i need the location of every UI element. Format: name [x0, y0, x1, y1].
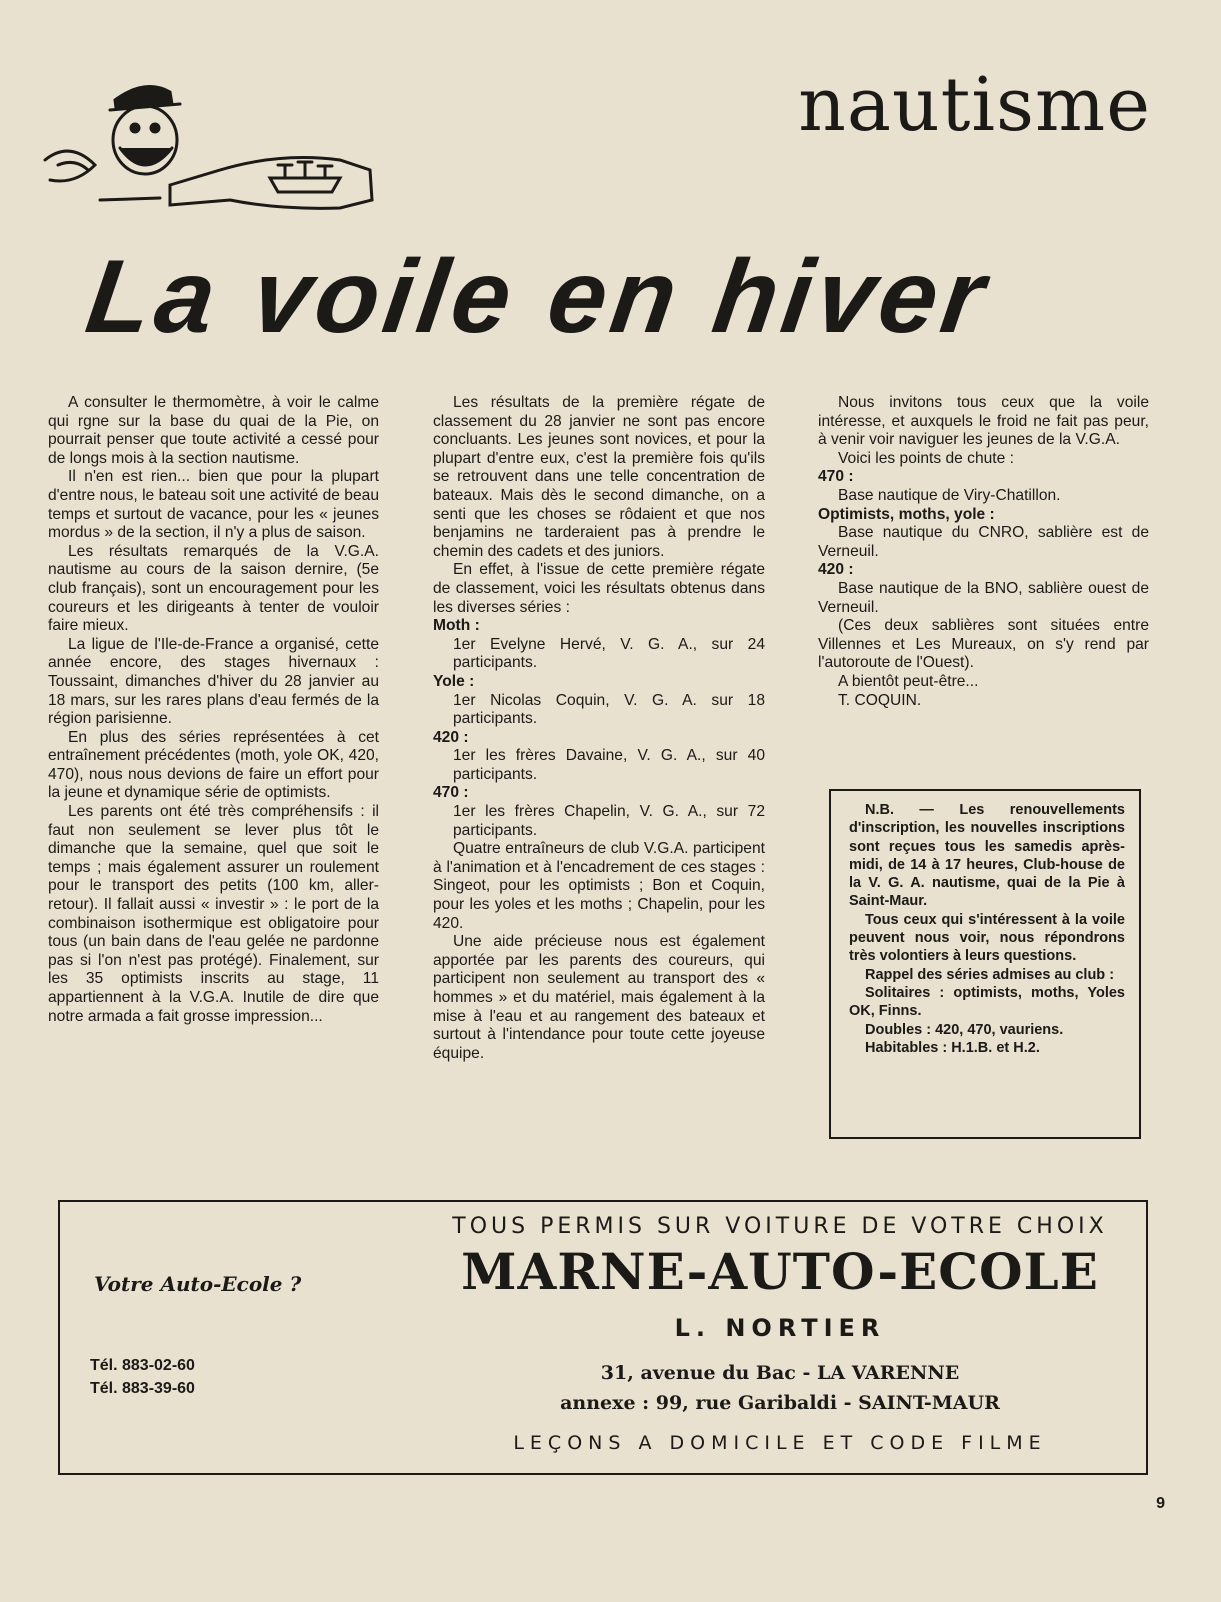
nb-info-box: [829, 789, 1141, 1139]
nb-paragraph: Doubles : 420, 470, vauriens.: [865, 1021, 1064, 1038]
paragraph: En plus des séries représentées à cet entraînement précédentes (moth, yole OK, 420, 470), nous nous devions de faire un effort pour la jeune et dynamique série de optimists.: [48, 728, 379, 802]
paragraph: La ligue de l'Ile-de-France a organisé, cette année encore, des stages hivernaux : Toussaint, dimanches d'hiver du 28 janvier au 18 mars, sur les rares plans d'eau fermés de la région parisienne.: [48, 635, 379, 728]
article-headline: La voile en hiver: [79, 239, 997, 355]
ad-annex-address: annexe : 99, rue Garibaldi - SAINT-MAUR: [560, 1392, 1000, 1414]
ad-business-name: MARNE-AUTO-ECOLE: [461, 1242, 1099, 1301]
ad-question: Votre Auto-Ecole ?: [94, 1272, 302, 1296]
paragraph: Une aide précieuse nous est également apportée par les parents des coureurs, qui participent non seulement au transport des « hommes » et du matériel, mais également à la mise à l'eau et au rangement des bateaux et surtout à l'intendance pour toute cette joyeuse équipe.: [433, 933, 765, 1062]
location-entry: Base nautique de la BNO, sablière ouest de Verneuil.: [818, 579, 1149, 616]
article-column-3: [818, 394, 1149, 710]
paragraph: Quatre entraîneurs de club V.G.A. participent à l'animation et à l'encadrement de ces stages : Singeot, pour les optimists ; Bon et Coquin, pour les yoles et les moths ; Chapelin, pour les 420.: [433, 840, 765, 932]
result-entry: 1er Evelyne Hervé, V. G. A., sur 24 participants.: [453, 635, 765, 672]
nb-paragraph: Tous ceux qui s'intéressent à la voile peuvent nous voir, nous répondrons très volontiers à leurs questions.: [849, 911, 1125, 965]
auto-ecole-advertisement: [58, 1200, 1148, 1475]
result-entry: 1er les frères Chapelin, V. G. A., sur 72 participants.: [453, 803, 765, 839]
article-column-1: [48, 394, 379, 1026]
author-signature: T. COQUIN.: [838, 691, 922, 709]
ad-phone-1: Tél. 883-02-60: [90, 1357, 195, 1374]
article-column-2: [433, 394, 765, 1063]
ad-lessons: LEÇONS A DOMICILE ET CODE FILME: [513, 1432, 1047, 1454]
paragraph: (Ces deux sablières sont situées entre Villennes et Les Mureaux, on s'y rend par l'autoroute de l'Ouest).: [818, 617, 1149, 672]
nb-paragraph: Solitaires : optimists, moths, Yoles OK, Finns.: [849, 984, 1125, 1020]
paragraph: En effet, à l'issue de cette première régate de classement, voici les résultats obtenus dans les diverses séries :: [433, 561, 765, 616]
location-label: 420 :: [818, 561, 854, 579]
paragraph: Les parents ont été très compréhensifs : il faut non seulement se lever plus tôt le dimanche que la semaine, quel que soit le temps ; mais également assurer un roulement pour le transport des petits (100 km, aller-retour). Il fallait aussi « investir » : le port de la combinaison isothermique est obligatoire pour tous (un bain dans de l'eau gelée ne pardonne pas si l'on n'est pas protégé). Finalement, sur les 35 optimists inscrits au stage, 11 appartiennent à la V.G.A. Inutile de dire que notre armada a fait grosse impression...: [48, 803, 379, 1025]
result-entry: 1er Nicolas Coquin, V. G. A. sur 18 participants.: [453, 691, 765, 728]
paragraph: Nous invitons tous ceux que la voile intéresse, et auxquels le froid ne fait pas peur, à venir voir naviguer les jeunes de la V.G.A.: [818, 394, 1149, 449]
paragraph: A bientôt peut-être...: [838, 672, 979, 690]
ad-tagline: TOUS PERMIS SUR VOITURE DE VOTRE CHOIX: [452, 1214, 1108, 1239]
nb-paragraph: Habitables : H.1.B. et H.2.: [865, 1039, 1040, 1056]
paragraph: Les résultats de la première régate de classement du 28 janvier ne sont pas encore concluants. Les jeunes sont novices, et pour la plupart d'entre eux, c'est la première fois qu'ils se retrouvent dans une telle concentration de bateaux. Mais dès le second dimanche, on a senti que les choses se rôdaient et que nos benjamins ne tarderaient pas à prendre le chemin des cadets et des juniors.: [433, 394, 765, 560]
result-entry: 1er les frères Davaine, V. G. A., sur 40 participants.: [453, 747, 765, 783]
location-label: 470 :: [818, 468, 854, 486]
paragraph: A consulter le thermomètre, à voir le calme qui rgne sur la base du quai de la Pie, on pourrait penser que toute activité a cessé pour de longs mois à la section nautisme.: [48, 394, 379, 467]
page-number: 9: [1156, 1495, 1165, 1512]
location-entry: Base nautique de Viry-Chatillon.: [838, 486, 1061, 504]
nb-paragraph: Rappel des séries admises au club :: [865, 966, 1115, 983]
result-series-label: Yole :: [433, 672, 475, 690]
location-label: Optimists, moths, yole :: [818, 505, 995, 523]
paragraph: Il n'en est rien... bien que pour la plupart d'entre nous, le bateau soit une activité de beau temps et surtout de vacance, pour les « jeunes mordus » de la section, il n'y a plus de saison.: [48, 468, 379, 542]
result-series-label: Moth :: [433, 617, 480, 635]
result-series-label: 420 :: [433, 728, 469, 746]
ad-owner: L. NORTIER: [674, 1314, 886, 1342]
nb-paragraph: N.B. — Les renouvellements d'inscription, les nouvelles inscriptions sont reçues tous les samedis après-midi, de 14 à 17 heures, Club-house de la V. G. A. nautisme, quai de la Pie à Saint-Maur.: [849, 802, 1125, 910]
paragraph: Voici les points de chute :: [838, 449, 1014, 467]
paragraph: Les résultats remarqués de la V.G.A. nautisme au cours de la saison dernire, (5e club français), sont un encouragement pour les coureurs et les dirigeants à tenter de vouloir faire mieux.: [48, 542, 379, 635]
section-title: nautisme: [798, 62, 1151, 148]
ad-phone-2: Tél. 883-39-60: [90, 1380, 195, 1397]
ad-address: 31, avenue du Bac - LA VARENNE: [600, 1362, 960, 1384]
sailor-bottle-logo-icon: [40, 70, 380, 210]
location-entry: Base nautique du CNRO, sablière est de Verneuil.: [818, 524, 1149, 560]
result-series-label: 470 :: [433, 784, 469, 802]
